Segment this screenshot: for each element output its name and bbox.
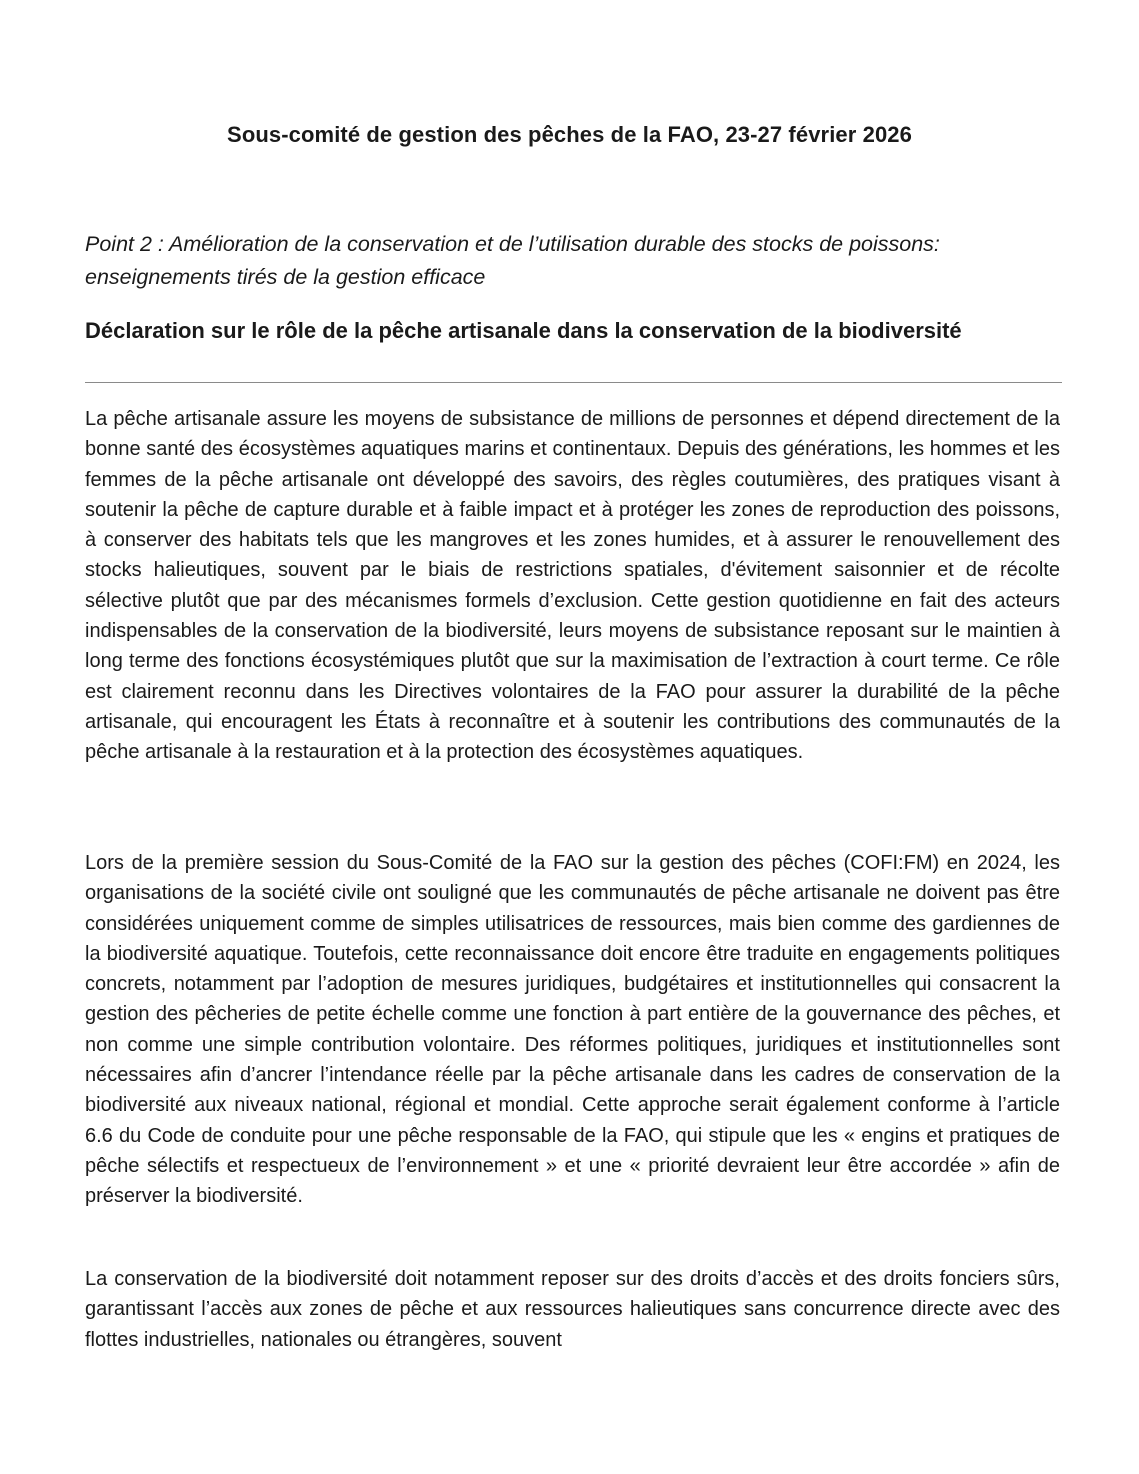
declaration-title: Déclaration sur le rôle de la pêche artisanale dans la conservation de la biodiversité [85, 318, 962, 343]
document-title: Sous-comité de gestion des pêches de la FAO, 23-27 février 2026 [227, 122, 912, 147]
agenda-item: Point 2 : Amélioration de la conservation et de l’utilisation durable des stocks de poissons: enseignements tirés de la gestion efficace [85, 232, 940, 289]
paragraph-1: La pêche artisanale assure les moyens de subsistance de millions de personnes et dépend directement de la bonne santé des écosystèmes aquatiques marins et continentaux. Depuis des générations, les hommes et les femmes de la pêche artisanale ont développé des savoirs, des règles coutumières, des pratiques visant à soutenir la pêche de capture durable et à faible impact et à protéger les zones de reproduction des poissons, à conserver des habitats tels que les mangroves et les zones humides, et à assurer le renouvellement des stocks halieutiques, souvent par le biais de restrictions spatiales, d'évitement saisonnier et de récolte sélective plutôt que par des mécanismes formels d’exclusion. Cette gestion quotidienne en fait des acteurs indispensables de la conservation de la biodiversité, leurs moyens de subsistance reposant sur le maintien à long terme des fonctions écosystémiques plutôt que sur la maximisation de l’extraction à court terme. Ce rôle est clairement reconnu dans les Directives volontaires de la FAO pour assurer la durabilité de la pêche artisanale, qui encouragent les États à reconnaître et à soutenir les contributions des communautés de la pêche artisanale à la restauration et à la protection des écosystèmes aquatiques. [85, 408, 1060, 764]
paragraph-3: La conservation de la biodiversité doit notamment reposer sur des droits d’accès et des droits fonciers sûrs, garantissant l’accès aux zones de pêche et aux ressources halieutiques sans concurrence directe avec des flottes industrielles, nationales ou étrangères, souvent [85, 1268, 1060, 1351]
paragraph-2: Lors de la première session du Sous-Comité de la FAO sur la gestion des pêches (COFI:FM) en 2024, les organisations de la société civile ont souligné que les communautés de pêche artisanale ne doivent pas être considérées uniquement comme de simples utilisatrices de ressources, mais bien comme des gardiennes de la biodiversité aquatique. Toutefois, cette reconnaissance doit encore être traduite en engagements politiques concrets, notamment par l’adoption de mesures juridiques, budgétaires et institutionnelles qui consacrent la gestion des pêcheries de petite échelle comme une fonction à part entière de la gouvernance des pêches, et non comme une simple contribution volontaire. Des réformes politiques, juridiques et institutionnelles sont nécessaires afin d’ancrer l’intendance réelle par la pêche artisanale dans les cadres de conservation de la biodiversité aux niveaux national, régional et mondial. Cette approche serait également conforme à l’article 6.6 du Code de conduite pour une pêche responsable de la FAO, qui stipule que les « engins et pratiques de pêche sélectifs et respectueux de l’environnement » et une « priorité devraient leur être accordée » afin de préserver la biodiversité. [85, 852, 1060, 1208]
heading-divider [85, 382, 1062, 383]
